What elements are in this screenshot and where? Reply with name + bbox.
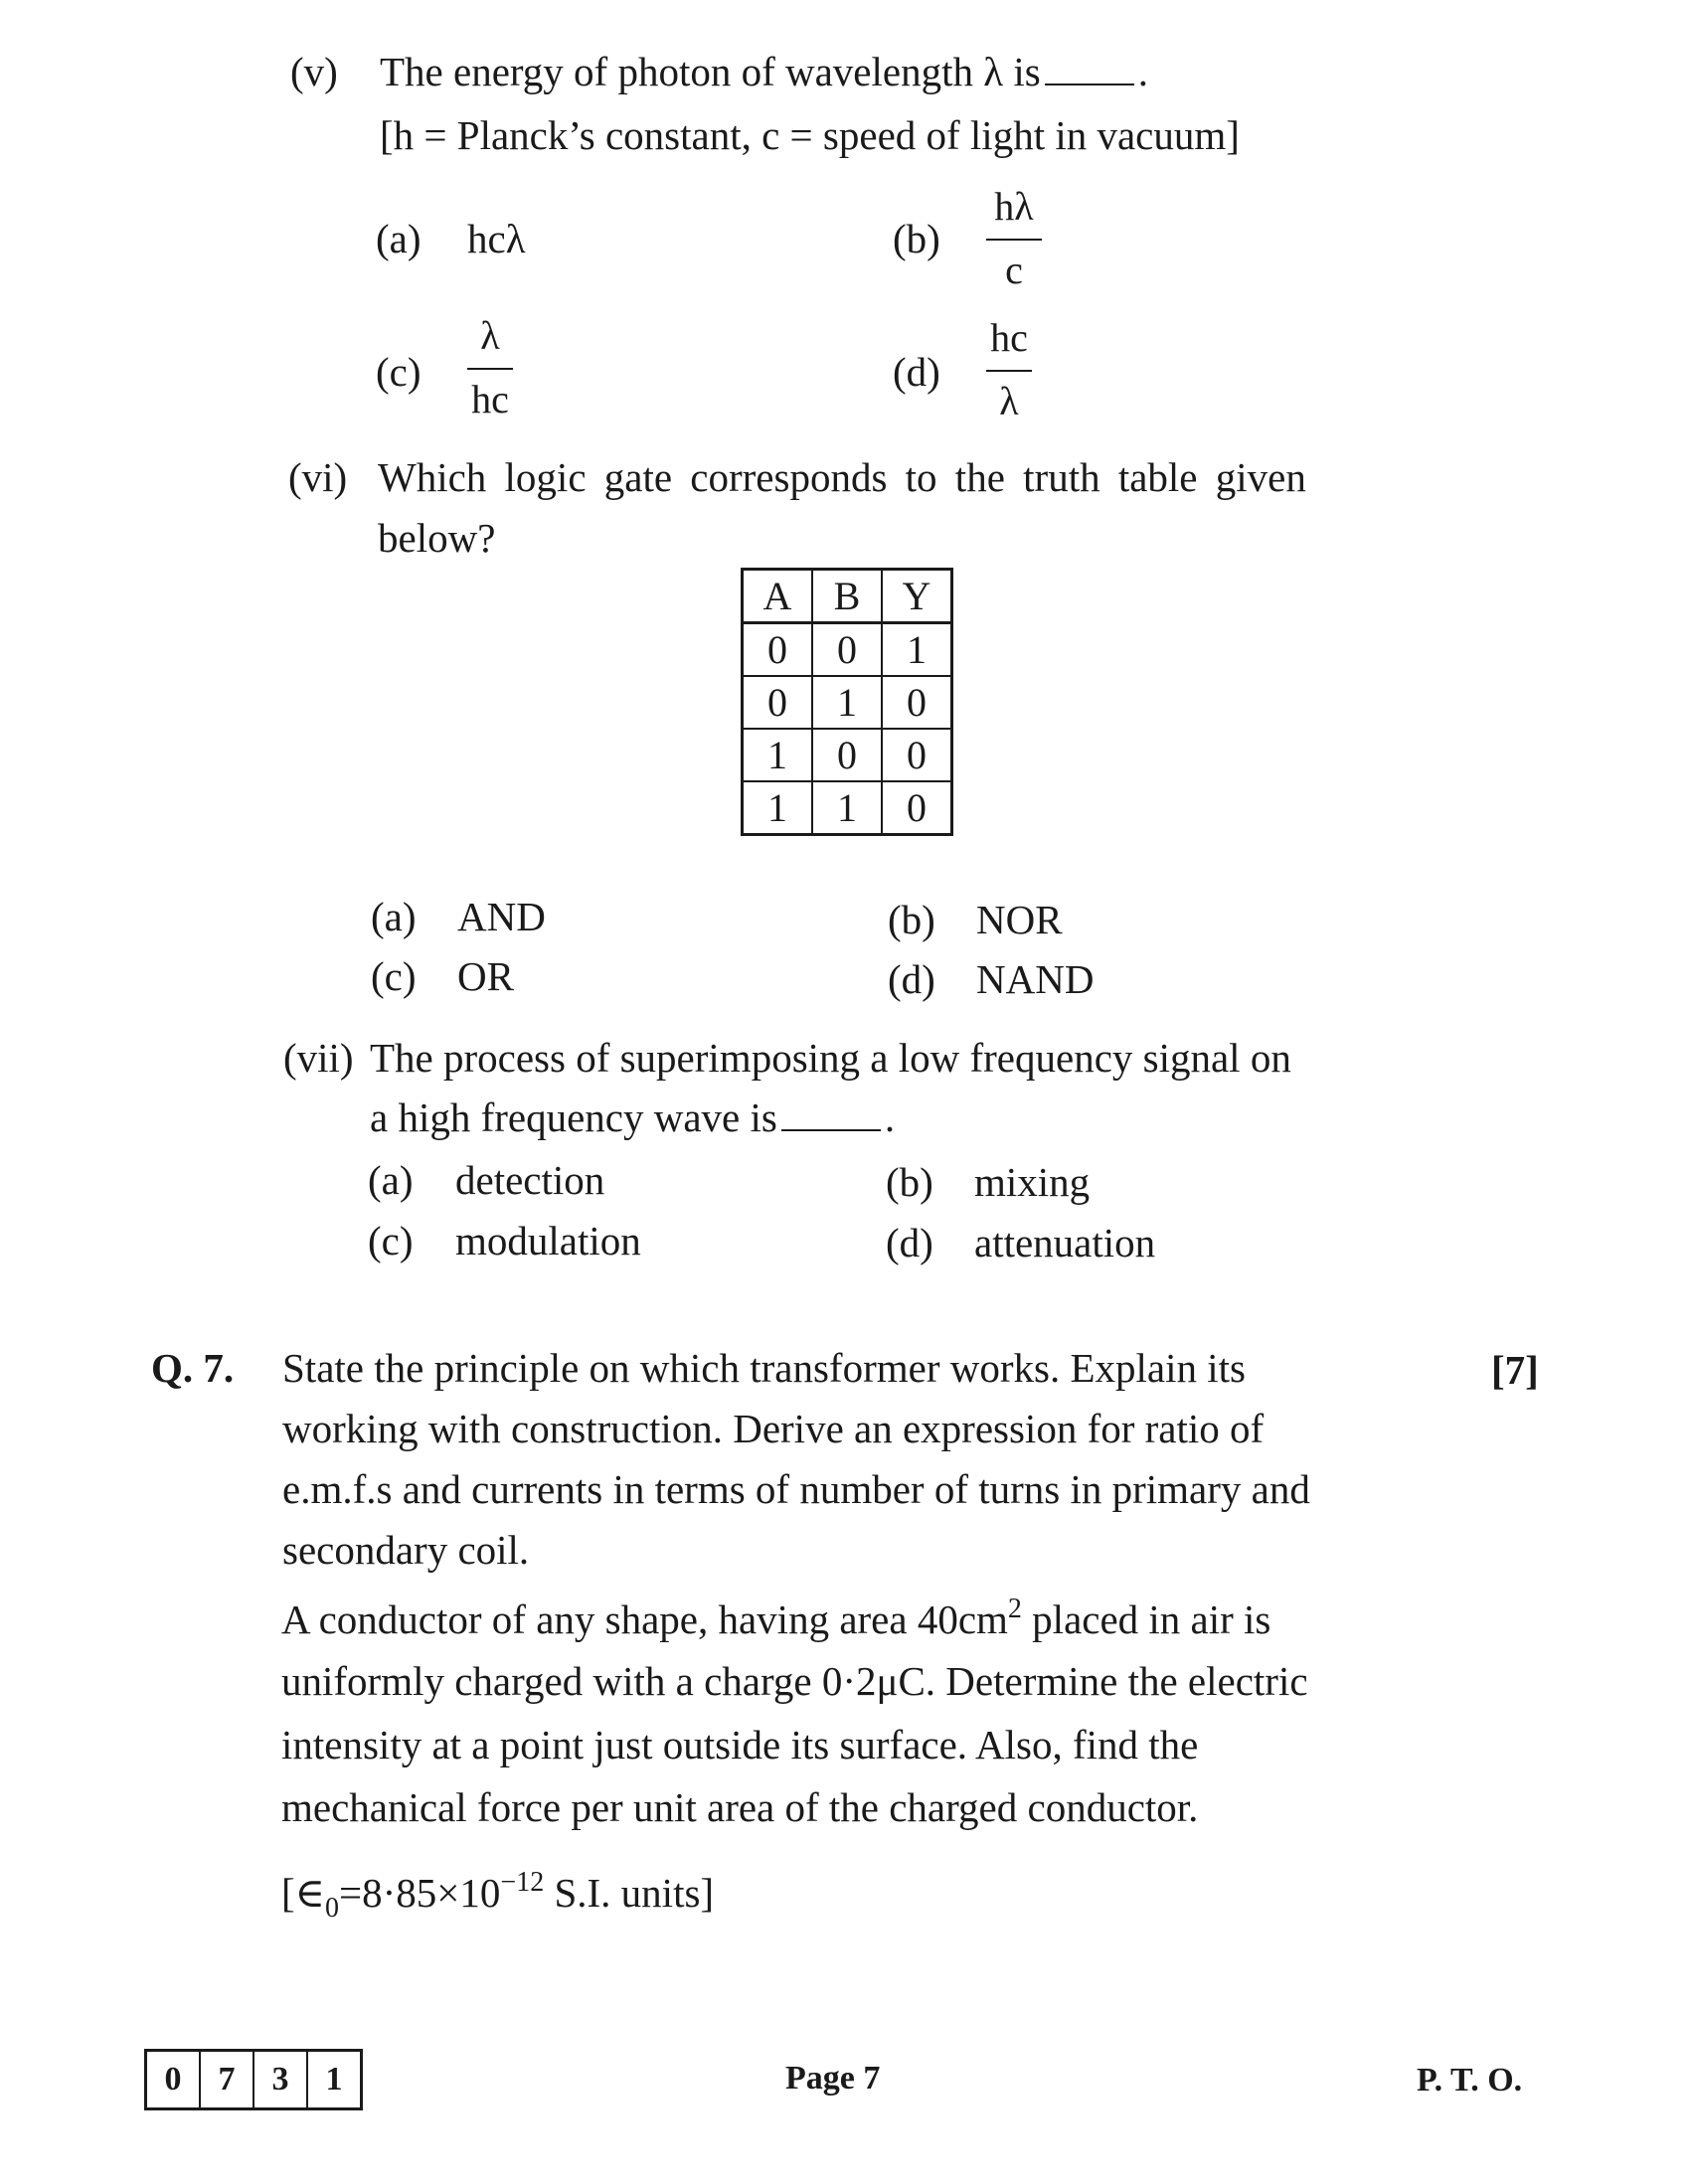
truth-table xyxy=(741,568,953,836)
denominator: λ xyxy=(999,379,1019,423)
question-text-line: working with construction. Derive an expression for ratio of xyxy=(282,1406,1265,1451)
pto-label: P. T. O. xyxy=(1417,2062,1523,2099)
table-header: A xyxy=(743,570,813,623)
question-text-line: mechanical force per unit area of the charged conductor. xyxy=(281,1784,1199,1830)
code-digit: 1 xyxy=(325,2061,343,2098)
table-cell: 1 xyxy=(812,781,882,835)
marks: [7] xyxy=(1491,1347,1539,1393)
numerator: λ xyxy=(480,313,500,358)
question-text-line: intensity at a point just outside its surface. Also, find the xyxy=(281,1722,1199,1767)
question-label: Q. 7. xyxy=(151,1345,235,1391)
table-cell: 1 xyxy=(882,623,952,677)
option-label: (b) xyxy=(893,216,940,261)
table-cell: 0 xyxy=(882,676,952,729)
option-fraction xyxy=(467,313,513,421)
paper-code-box xyxy=(144,2049,363,2110)
option-label: (d) xyxy=(893,349,940,395)
option-label: (c) xyxy=(371,953,417,999)
answer-blank xyxy=(781,1099,881,1131)
code-digit: 0 xyxy=(147,2052,201,2107)
numerator: hc xyxy=(990,315,1028,360)
table-header-row xyxy=(743,570,952,623)
table-cell: 1 xyxy=(743,729,813,781)
option-text: hcλ xyxy=(467,216,526,261)
table-row xyxy=(743,729,952,781)
numerator: hλ xyxy=(994,184,1034,229)
fraction-bar xyxy=(986,370,1032,372)
option-label: (b) xyxy=(888,897,935,942)
table-cell: 0 xyxy=(743,623,813,677)
question-stem: Which logic gate corresponds to the truth table given xyxy=(378,454,1306,500)
question-stem: The energy of photon of wavelength λ is . xyxy=(380,49,1148,94)
option-label: (c) xyxy=(368,1218,414,1263)
option-label: (d) xyxy=(886,1220,933,1265)
table-cell: 1 xyxy=(812,676,882,729)
option-label: (d) xyxy=(888,956,935,1002)
option-fraction xyxy=(986,315,1032,423)
option-text: NOR xyxy=(976,897,1063,942)
table-row xyxy=(743,623,952,677)
question-number: (v) xyxy=(290,49,338,94)
table-header: Y xyxy=(882,570,952,623)
page-number: Page 7 xyxy=(785,2060,881,2097)
option-label: (a) xyxy=(371,894,417,939)
table-cell: 0 xyxy=(812,729,882,781)
table-cell: 1 xyxy=(743,781,813,835)
table-cell: 0 xyxy=(743,676,813,729)
table-cell: 0 xyxy=(882,729,952,781)
option-text: AND xyxy=(457,894,546,939)
table-row xyxy=(743,781,952,835)
code-digit: 3 xyxy=(254,2052,308,2107)
question-text-line: State the principle on which transformer works. Explain its xyxy=(282,1345,1246,1391)
question-text-line: e.m.f.s and currents in terms of number of turns in primary and xyxy=(282,1466,1310,1512)
option-label: (a) xyxy=(376,216,422,261)
given-constant: [$\in_0=8\cdot 85\times 10^{-12}$ S.I. units] xyxy=(281,1867,715,1924)
question-stem: The process of superimposing a low frequency signal on xyxy=(370,1035,1291,1081)
option-label: (a) xyxy=(368,1157,414,1203)
question-number: (vi) xyxy=(288,454,348,500)
denominator: c xyxy=(1005,248,1023,292)
fraction-bar xyxy=(986,239,1042,241)
question-number: (vii) xyxy=(283,1035,354,1081)
option-text: attenuation xyxy=(974,1220,1156,1265)
option-text: OR xyxy=(457,953,514,999)
question-text-line: A conductor of any shape, having area $40cm^2$ placed in air is xyxy=(281,1594,1271,1642)
denominator: hc xyxy=(471,377,509,421)
table-cell: 0 xyxy=(882,781,952,835)
option-label: (c) xyxy=(376,349,422,395)
answer-blank xyxy=(1045,54,1134,85)
question-text-line: secondary coil. xyxy=(282,1527,530,1573)
option-fraction xyxy=(986,184,1042,292)
code-digit: 7 xyxy=(201,2052,254,2107)
question-note: [h = Planck’s constant, c = speed of light in vacuum] xyxy=(380,112,1240,158)
question-stem: a high frequency wave is . xyxy=(370,1094,896,1140)
question-stem: below? xyxy=(378,515,496,561)
table-row xyxy=(743,676,952,729)
table-cell: 0 xyxy=(812,623,882,677)
question-text-line: uniformly charged with a charge 0·2μC. Determine the electric xyxy=(281,1658,1308,1704)
option-text: modulation xyxy=(455,1218,641,1263)
option-text: mixing xyxy=(974,1159,1091,1205)
table-header: B xyxy=(812,570,882,623)
option-text: detection xyxy=(455,1157,605,1203)
option-label: (b) xyxy=(886,1159,933,1205)
option-text: NAND xyxy=(976,956,1095,1002)
fraction-bar xyxy=(467,368,513,370)
